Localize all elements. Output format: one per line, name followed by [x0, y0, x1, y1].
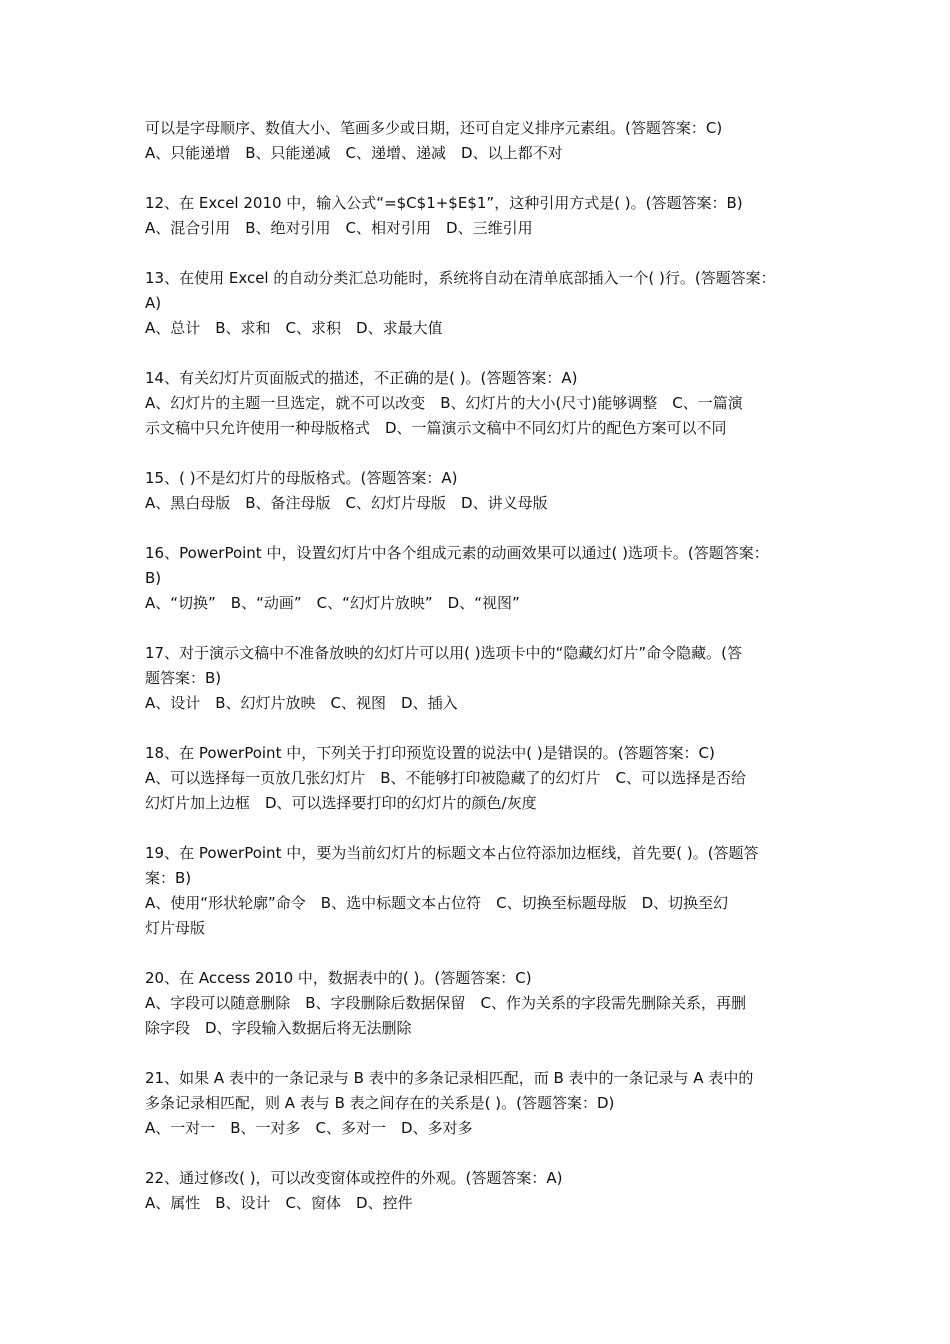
- text-line: 16、PowerPoint 中，设置幻灯片中各个组成元素的动画效果可以通过( )选项卡。(答题答案：: [145, 544, 769, 562]
- text-line: A、可以选择每一页放几张幻灯片 B、不能够打印被隐藏了的幻灯片 C、可以选择是否给: [145, 769, 747, 787]
- text-line: 幻灯片加上边框 D、可以选择要打印的幻灯片的颜色/灰度: [145, 794, 537, 812]
- text-line: A、只能递增 B、只能递减 C、递增、递减 D、以上都不对: [145, 144, 563, 162]
- text-line: 15、( )不是幻灯片的母版格式。(答题答案：A): [145, 469, 458, 487]
- text-line: 13、在使用 Excel 的自动分类汇总功能时，系统将自动在清单底部插入一个( )行。(答题答案：: [145, 269, 776, 287]
- text-line: 多条记录相匹配，则 A 表与 B 表之间存在的关系是( )。(答题答案：D): [145, 1094, 615, 1112]
- text-line: 示文稿中只允许使用一种母版格式 D、一篇演示文稿中不同幻灯片的配色方案可以不同: [145, 419, 727, 437]
- text-line: 可以是字母顺序、数值大小、笔画多少或日期，还可自定义排序元素组。(答题答案：C): [145, 119, 723, 137]
- text-line: 案：B): [145, 869, 192, 887]
- text-line: 17、对于演示文稿中不准备放映的幻灯片可以用( )选项卡中的“隐藏幻灯片”命令隐藏。(答: [145, 644, 742, 662]
- paragraph-gap: [145, 1141, 810, 1166]
- text-line: 题答案：B): [145, 669, 222, 687]
- paragraph-gap: [145, 616, 810, 641]
- text-line: 灯片母版: [145, 919, 206, 937]
- text-line: 20、在 Access 2010 中，数据表中的( )。(答题答案：C): [145, 969, 532, 987]
- text-line: 除字段 D、字段输入数据后将无法删除: [145, 1019, 412, 1037]
- paragraph-gap: [145, 241, 810, 266]
- text-line: 12、在 Excel 2010 中，输入公式“=$C$1+$E$1”，这种引用方式是( )。(答题答案：B): [145, 194, 743, 212]
- text-line: A、字段可以随意删除 B、字段删除后数据保留 C、作为关系的字段需先删除关系，再删: [145, 994, 747, 1012]
- text-line: A、一对一 B、一对多 C、多对一 D、多对多: [145, 1119, 473, 1137]
- text-line: 21、如果 A 表中的一条记录与 B 表中的多条记录相匹配，而 B 表中的一条记录与 A 表中的: [145, 1069, 754, 1087]
- text-line: A、使用“形状轮廓”命令 B、选中标题文本占位符 C、切换至标题母版 D、切换至幻: [145, 894, 729, 912]
- text-line: 22、通过修改( )，可以改变窗体或控件的外观。(答题答案：A): [145, 1169, 563, 1187]
- text-line: A、总计 B、求和 C、求积 D、求最大值: [145, 319, 443, 337]
- text-line: A、幻灯片的主题一旦选定，就不可以改变 B、幻灯片的大小(尺寸)能够调整 C、一篇演: [145, 394, 743, 412]
- paragraph-gap: [145, 516, 810, 541]
- paragraph-gap: [145, 816, 810, 841]
- text-line: A、设计 B、幻灯片放映 C、视图 D、插入: [145, 694, 458, 712]
- paragraph-gap: [145, 441, 810, 466]
- paragraph-gap: [145, 941, 810, 966]
- text-line: 19、在 PowerPoint 中，要为当前幻灯片的标题文本占位符添加边框线，首先要( )。(答题答: [145, 844, 759, 862]
- paragraph-gap: [145, 166, 810, 191]
- text-line: A、“切换” B、“动画” C、“幻灯片放映” D、“视图”: [145, 594, 520, 612]
- paragraph-gap: [145, 1041, 810, 1066]
- text-line: A): [145, 294, 162, 312]
- text-line: 18、在 PowerPoint 中，下列关于打印预览设置的说法中( )是错误的。(答题答案：C): [145, 744, 715, 762]
- document-body: [145, 116, 810, 1216]
- text-line: A、属性 B、设计 C、窗体 D、控件: [145, 1194, 413, 1212]
- text-line: A、黑白母版 B、备注母版 C、幻灯片母版 D、讲义母版: [145, 494, 548, 512]
- text-line: 14、有关幻灯片页面版式的描述，不正确的是( )。(答题答案：A): [145, 369, 578, 387]
- paragraph-gap: [145, 716, 810, 741]
- text-line: B): [145, 569, 162, 587]
- paragraph-gap: [145, 341, 810, 366]
- text-line: A、混合引用 B、绝对引用 C、相对引用 D、三维引用: [145, 219, 533, 237]
